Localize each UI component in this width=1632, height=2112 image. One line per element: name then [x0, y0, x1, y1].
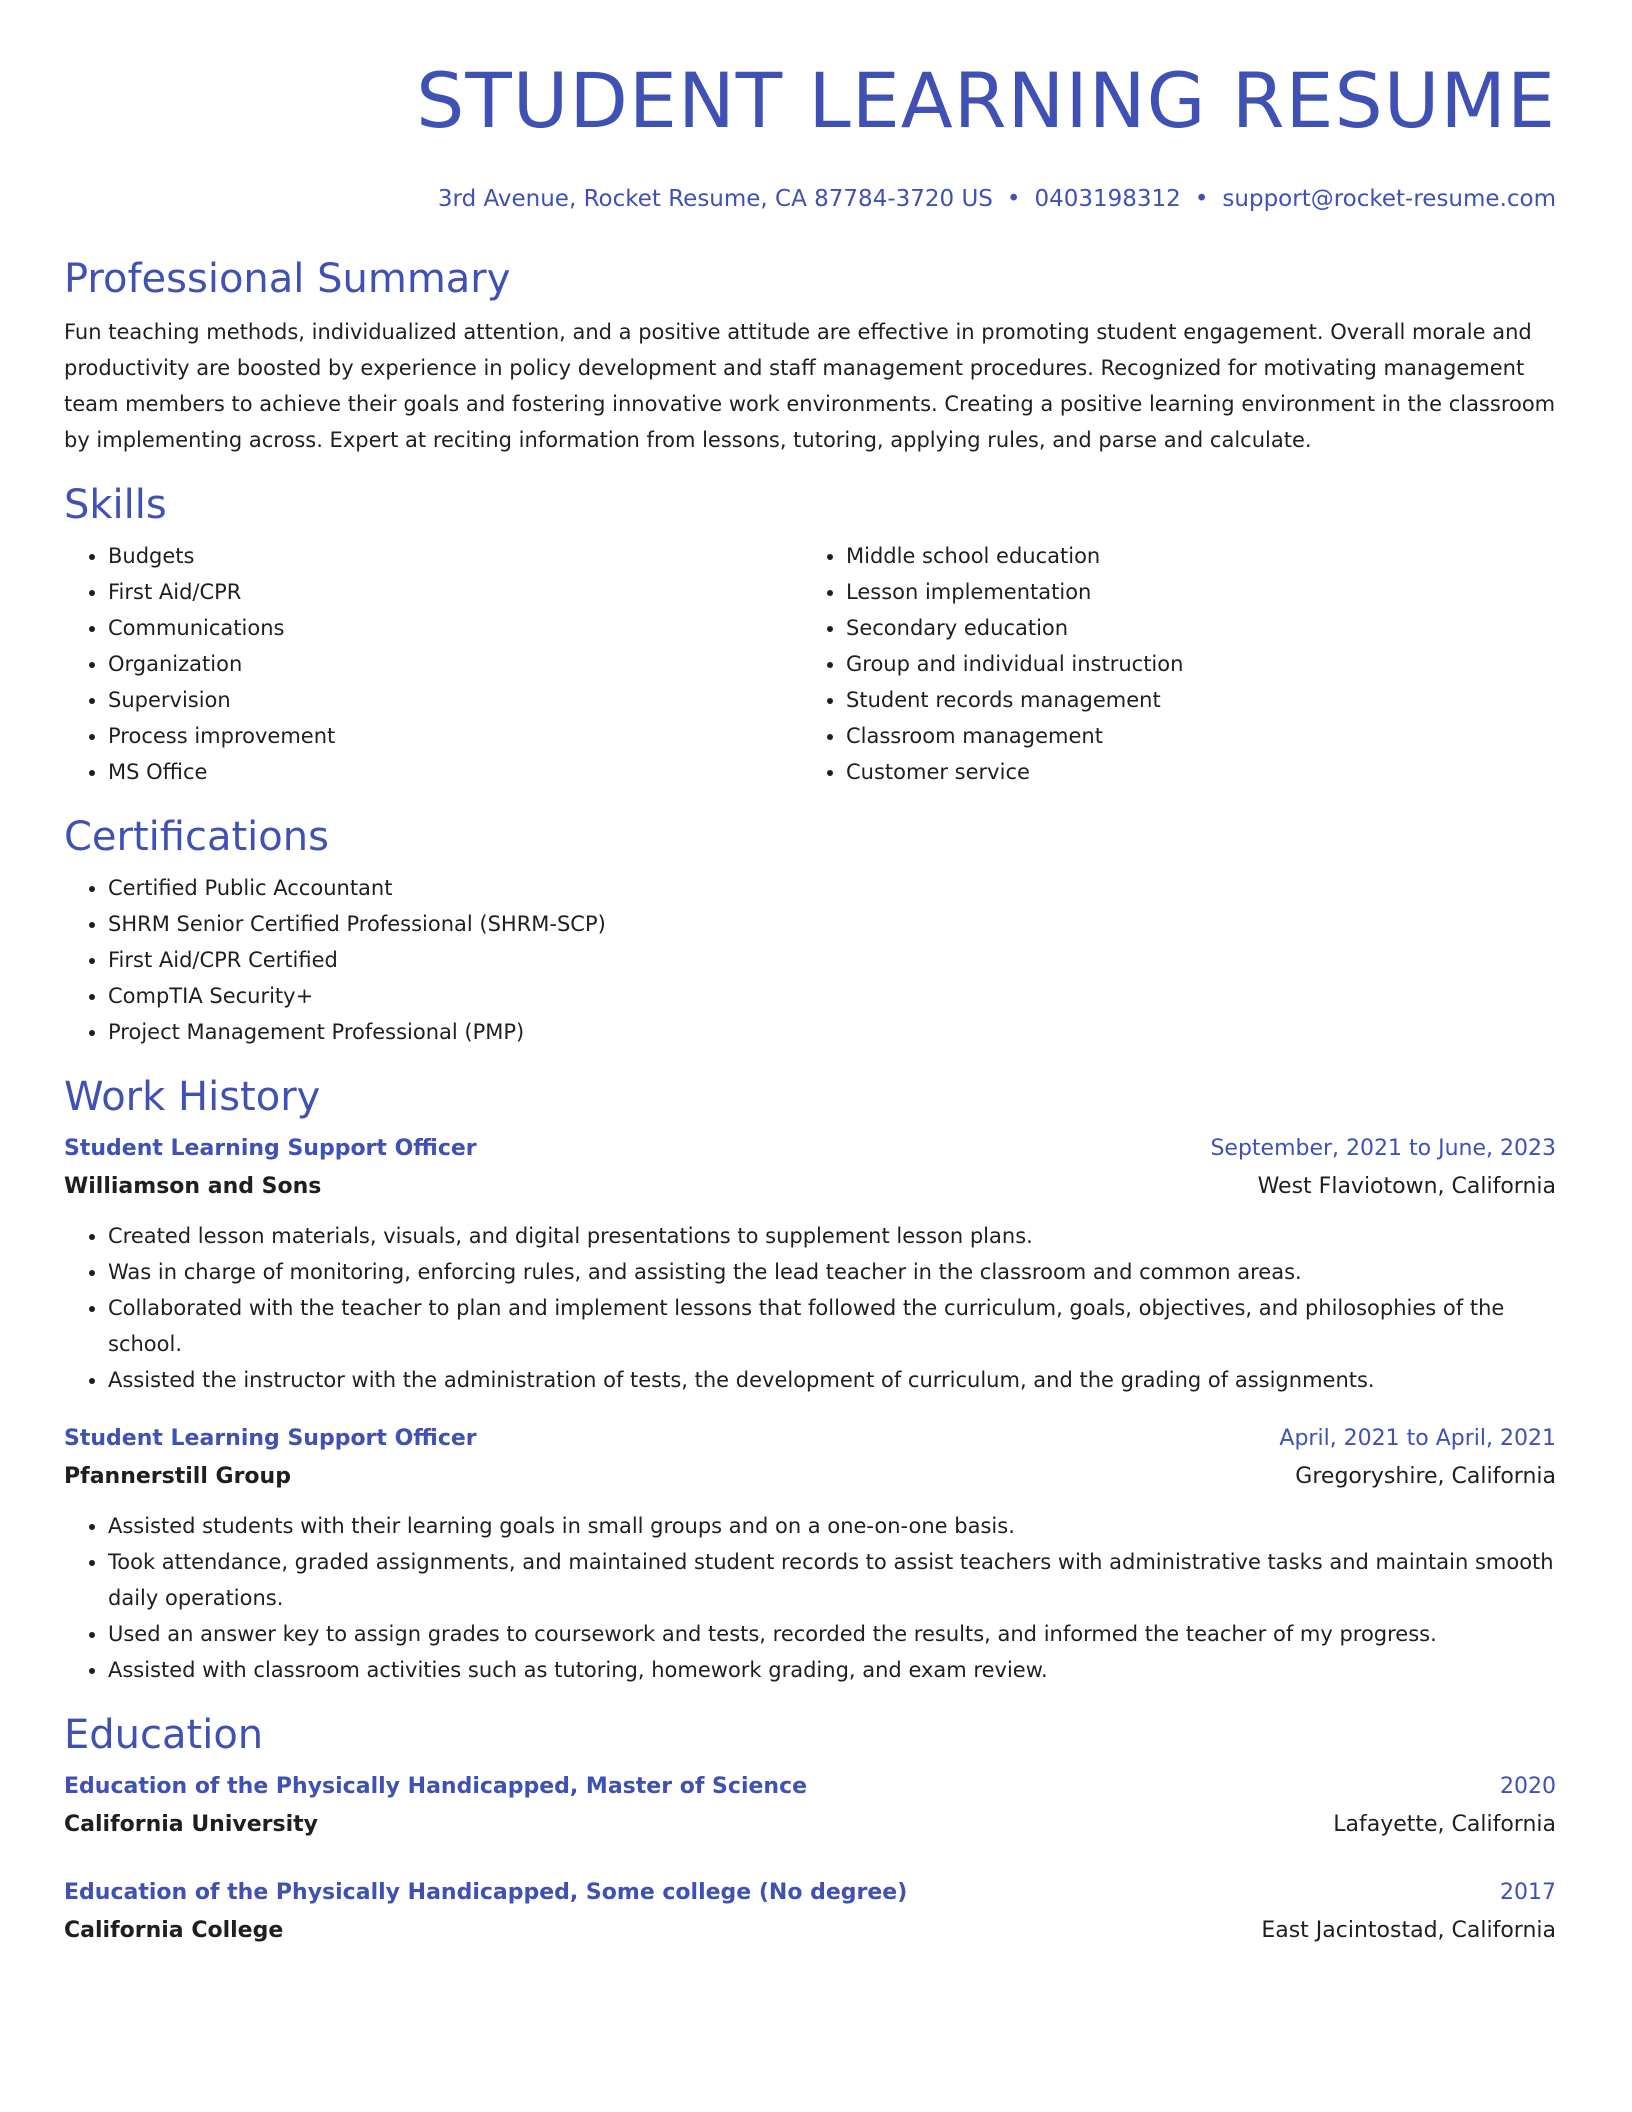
job-entry — [64, 1130, 1556, 1398]
certification-item: • Project Management Professional (PMP) — [108, 1014, 1556, 1050]
skill-item: • Middle school education — [846, 538, 1540, 574]
job-bullet: • Assisted the instructor with the administration of tests, the development of curriculum, and the grading of assignments. — [108, 1362, 1556, 1398]
skill-item: • First Aid/CPR — [108, 574, 802, 610]
skill-item: • Student records management — [846, 682, 1540, 718]
contact-email: support@rocket-resume.com — [1222, 186, 1556, 212]
skill-item: • Classroom management — [846, 718, 1540, 754]
job-header-row — [64, 1420, 1556, 1458]
skill-item: • Group and individual instruction — [846, 646, 1540, 682]
job-bullet: • Assisted with classroom activities such as tutoring, homework grading, and exam review. — [108, 1652, 1556, 1688]
section-title-certifications: Certifications — [64, 814, 329, 860]
skill-item: • Supervision — [108, 682, 802, 718]
skill-item: • MS Office — [108, 754, 802, 790]
skill-item: • Communications — [108, 610, 802, 646]
section-title-work-history: Work History — [64, 1074, 321, 1120]
skill-item: • Secondary education — [846, 610, 1540, 646]
job-header-row — [64, 1130, 1556, 1168]
job-entry — [64, 1420, 1556, 1688]
job-dates: September, 2021 to June, 2023 — [1210, 1136, 1556, 1161]
education-school: California College — [64, 1918, 284, 1943]
job-bullet: • Created lesson materials, visuals, and digital presentations to supplement lesson plans. — [108, 1218, 1556, 1254]
job-company-row — [64, 1168, 1556, 1206]
job-company: Pfannerstill Group — [64, 1464, 291, 1489]
education-entry — [64, 1874, 1556, 1950]
contact-line — [64, 184, 1556, 214]
education-school-row — [64, 1912, 1556, 1950]
education-section — [64, 1710, 1556, 1950]
section-title-education: Education — [64, 1712, 264, 1758]
contact-separator: • — [1194, 186, 1209, 212]
skill-item: • Organization — [108, 646, 802, 682]
education-degree: Education of the Physically Handicapped, Master of Science — [64, 1774, 808, 1799]
contact-separator: • — [1006, 186, 1021, 212]
education-year: 2020 — [1500, 1774, 1556, 1799]
skill-item: • Lesson implementation — [846, 574, 1540, 610]
certifications-section — [64, 812, 1556, 1050]
education-degree: Education of the Physically Handicapped, Some college (No degree) — [64, 1880, 908, 1905]
resume-name: STUDENT LEARNING RESUME — [416, 56, 1556, 145]
education-school: California University — [64, 1812, 318, 1837]
job-bullet: • Assisted students with their learning goals in small groups and on a one-on-one basis. — [108, 1508, 1556, 1544]
job-location: Gregoryshire, California — [1295, 1464, 1556, 1489]
certification-item: • First Aid/CPR Certified — [108, 942, 1556, 978]
section-title-summary: Professional Summary — [64, 256, 511, 302]
resume-page — [64, 0, 1556, 1950]
skills-column-left — [64, 538, 802, 790]
job-bullets — [64, 1218, 1556, 1398]
job-dates: April, 2021 to April, 2021 — [1279, 1426, 1556, 1451]
education-header-row — [64, 1768, 1556, 1806]
job-title: Student Learning Support Officer — [64, 1136, 477, 1161]
job-location: West Flaviotown, California — [1257, 1174, 1556, 1199]
job-bullet: • Collaborated with the teacher to plan and implement lessons that followed the curriculum, goals, objectives, and philosophies of the school. — [108, 1290, 1556, 1362]
summary-section — [64, 254, 1556, 458]
skills-columns — [64, 538, 1556, 790]
certification-item: • Certified Public Accountant — [108, 870, 1556, 906]
work-history-section — [64, 1072, 1556, 1688]
summary-text: Fun teaching methods, individualized attention, and a positive attitude are effective in promoting student engagement. Overall morale and productivity are boosted by experience in policy development and staff management procedures. Recognized for motivating management team members to achieve their goals and fostering innovative work environments. Creating a positive learning environment in the classroom by implementing across. Expert at reciting information from lessons, tutoring, applying rules, and parse and calculate. — [64, 320, 1556, 452]
certifications-list — [64, 870, 1556, 1050]
skill-item: • Customer service — [846, 754, 1540, 790]
job-title: Student Learning Support Officer — [64, 1426, 477, 1451]
job-bullet: • Was in charge of monitoring, enforcing rules, and assisting the lead teacher in the classroom and common areas. — [108, 1254, 1556, 1290]
education-year: 2017 — [1500, 1880, 1556, 1905]
job-bullet: • Used an answer key to assign grades to coursework and tests, recorded the results, and informed the teacher of my progress. — [108, 1616, 1556, 1652]
skills-section — [64, 480, 1556, 790]
job-bullet: • Took attendance, graded assignments, and maintained student records to assist teachers with administrative tasks and maintain smooth daily operations. — [108, 1544, 1556, 1616]
education-location: Lafayette, California — [1333, 1812, 1556, 1837]
skill-item: • Process improvement — [108, 718, 802, 754]
section-title-skills: Skills — [64, 482, 167, 528]
education-entry — [64, 1768, 1556, 1844]
contact-phone: 0403198312 — [1034, 186, 1181, 212]
education-location: East Jacintostad, California — [1261, 1918, 1556, 1943]
job-bullets — [64, 1508, 1556, 1688]
job-company-row — [64, 1458, 1556, 1496]
skills-column-right — [802, 538, 1540, 790]
contact-address: 3rd Avenue, Rocket Resume, CA 87784-3720 US — [437, 186, 993, 212]
certification-item: • SHRM Senior Certified Professional (SHRM-SCP) — [108, 906, 1556, 942]
education-header-row — [64, 1874, 1556, 1912]
certification-item: • CompTIA Security+ — [108, 978, 1556, 1014]
education-school-row — [64, 1806, 1556, 1844]
job-company: Williamson and Sons — [64, 1174, 322, 1199]
skill-item: • Budgets — [108, 538, 802, 574]
